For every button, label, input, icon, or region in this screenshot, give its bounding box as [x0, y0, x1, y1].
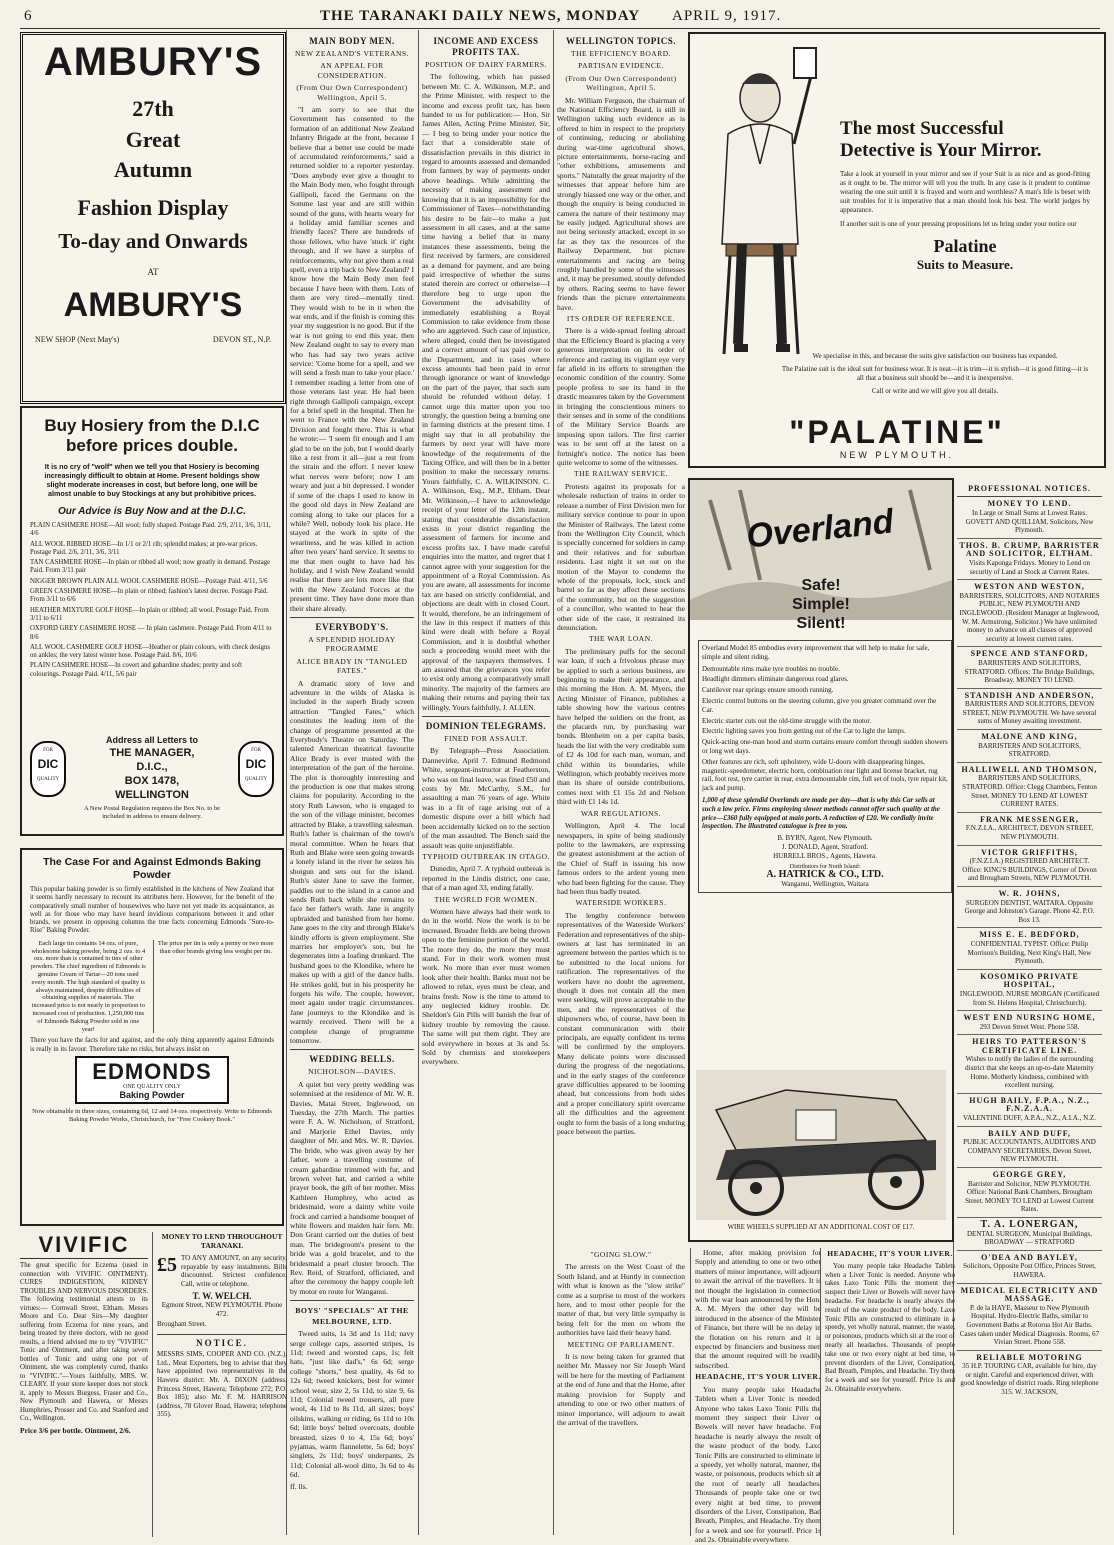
subhead: NICHOLSON—DAVIES.	[308, 1067, 396, 1077]
overland-feature: Electric starter cuts out the old-time struggle with the motor.	[702, 716, 872, 725]
headline-main-body: MAIN BODY MEN.	[309, 36, 395, 46]
headline-income-tax: INCOME AND EXCESS PROFITS TAX.	[433, 36, 539, 57]
column-headache-continued	[820, 1248, 955, 1536]
edmonds-brand-sub2: Baking Powder	[119, 1089, 185, 1100]
notice-name: FRANK MESSENGER,	[980, 814, 1079, 824]
notice-entry	[957, 1251, 1102, 1284]
ambury-line: Great	[125, 127, 181, 152]
subhead: TYPHOID OUTBREAK IN OTAGO.	[422, 851, 550, 861]
notice-name: HUGH BAILY, F.P.A., N.Z., F.N.Z.A.A.	[969, 1095, 1090, 1114]
ambury-line: Fashion Display	[77, 195, 229, 220]
palatine-brand-sub: Suits to Measure.	[916, 257, 1014, 272]
notice-name: O'DEA AND BAYLEY,	[981, 1252, 1078, 1262]
ambury-line: To-day and Onwards	[58, 229, 248, 253]
overland-feature: Demountable rims make tyre troubles no trouble.	[702, 664, 840, 673]
overland-feature: Other features are rich, soft upholstery, wide U-doors with disappearing hinges, magnetic-speedometer, electric horn, combination rear light and license bracket, rug rail, foot rest, tyre carrier in rear, extra demountable rim, full set of tools, tyre repair kit, jack and pump.	[702, 757, 948, 793]
article-body: A dramatic story of love and adventure in the wilds of Alaska is included in the superb Brady screen attraction "Tangled Fates," which constitutes the leading item of the change of programme presented at the Everybody's Theatre on Saturday. The talented American theatrical favourite Alice Brady is ever trusted with the interpretation of the part of the heroine. The plot is thoroughly interesting and the production is one that makes strong claims for popularity. According to the story Ruth Lawson, who is engaged to the son of the village minister, becomes attracted by Blake, a travelling salesman. Ruth's father is chairman of the town's moral committee. When he hears that Ruth and Blake were seen going towards a lonely island in the river he seizes his shotgun and sets out for the island. Ruth's sister Jane to save the former, paddles out to the island in a canoe and sends Ruth back while she remains to face her father's wrath. Jane is angrily upbraided and banished from her home. Jane goes to the city and through Blake's kindly efforts is given employment. She marries her employer's son, but he degenerates into a loafing drunkard. The husband goes to the Klondike, where he makes up with a girl of the dance halls. He strikes gold, but in his prosperity he forgets his wife. The couple, however, meet again under tragic circumstances. Jane journeys to the Klondike and is warmly received. There will be a complete change of programme tomorrow.	[290, 678, 414, 1046]
newspaper-title: THE TARANAKI DAILY NEWS, MONDAY	[320, 8, 641, 24]
dic-price-item: GREEN CASHMERE HOSE—In plain or ribbed; fashion's latest decree. Postage Paid. From 3/11 to 6/6	[30, 588, 268, 604]
palatine-body-4: The Palatine suit is the ideal suit for business wear. It is neat—it is trim—it is stylish—it is good fitting—it is all that a business suit should be—and it is inexpensive.	[781, 365, 1089, 382]
overland-logo: Overland	[744, 502, 896, 556]
dic-price-item: TAN CASHMERE HOSE—In plain or ribbed all wool; now greatly in demand. Postage Paid. From 3/11 pair	[30, 559, 271, 575]
notice-name: KOSOMIKO PRIVATE HOSPITAL,	[980, 971, 1079, 990]
man-at-mirror-illustration	[698, 44, 818, 374]
column-wellington-continued	[557, 1248, 685, 1536]
notice-entry	[957, 763, 1102, 813]
article-body: The arrests on the West Coast of the South Island, and at Huntly in connection with what is known as the "slow strike" come as a surprise to most of the workers here, and to most other people for the matter of that, but very little sympathy is being felt for the men on whom the authorities have laid their heavy hand.	[557, 1262, 685, 1338]
overland-company-towns: Wanganui, Wellington, Waitara	[781, 880, 869, 889]
notice-text: BARRISTERS AND SOLICITORS, DEVON STREET, NEW PLYMOUTH. We have several sums of Money awaiting investment.	[962, 700, 1097, 726]
palatine-town: NEW PLYMOUTH.	[839, 450, 955, 460]
article-body: Home, after making provision for Supply and attending to one or two other matters of minor importance, will adjourn to await the arrival of the travellers. It is not thought the legislation in connection with the war loan announced by the Hon. A. M. Myers the other day will be introduced in the absence of the Minister of Finance, but there will be no delay in the flotation on his return and it is expected by financiers and business men that the amount required will be readily subscribed.	[695, 1248, 821, 1370]
column-income-tax	[422, 32, 550, 1537]
welch-text: TO ANY AMOUNT, on any security, repayable by easy instalments. Bills discounted. Strictest confidence. Call, write or telephone.	[181, 1254, 287, 1288]
overland-tag-1: Safe!	[801, 577, 841, 594]
notice-text: SURGEON DENTIST, WAITARA. Opposite George and Johnston's Garage. Phone 42. P.O. Box 13.	[964, 898, 1095, 924]
subhead: THE RAILWAY SERVICE.	[574, 469, 668, 479]
postal-note: A New Postal Regulation requires the Box No. to be included in address to ensure delivery.	[83, 805, 221, 820]
notice-name: W. R. JOHNS,	[998, 888, 1061, 898]
issue-date: APRIL 9, 1917.	[672, 8, 782, 24]
dic-address	[72, 734, 232, 821]
notice-entry	[957, 1284, 1102, 1351]
ambury-name-footer: AMBURY'S	[63, 286, 243, 324]
article-body: The preliminary puffs for the second war loan, if such a frivolous phrase may be applied to such a serious business, are beginning to make their appearance, and this morning the Hon. A. M. Myers, the Acting Minister of Finance, publishes a table showing how the various centres have helped the soldiers on the front, as the placards run, by purchasing war bonds. Blenheim on a per capita basis, heads the list with the very creditable sum of £2 4s 10d for each man, woman, and child within its boundaries, while Wellington, which probably receives more than its share of outside contributions, comes next with £1 15s 2d and Nelson third with £1 14s 1d.	[557, 646, 685, 807]
edmonds-brand-sub: ONE QUALITY ONLY	[123, 1083, 181, 1090]
address-line: D.I.C.,	[136, 761, 168, 773]
edmonds-title: The Case For and Against Edmonds Baking Powder	[43, 856, 261, 881]
edmonds-logo	[75, 1056, 229, 1104]
overland-price: 1,000 of these splendid Overlands are made per day—that is why this Car sells at such a low price. Firms employing slower methods cannot offer such quality at the price—£360 fully equipped at main ports. A reduction of £20. We cordially invite inspection. The illustrated catalogue is free to you.	[702, 795, 940, 831]
subhead: THE WORLD FOR WOMEN.	[434, 894, 538, 904]
notice-name: MONEY TO LEND.	[987, 499, 1072, 509]
notice-entry	[957, 1035, 1102, 1094]
overland-feature: Electric lighting saves you from getting out of the Car to light the lamps.	[702, 727, 906, 736]
article-body: It is now being taken for granted that neither Mr. Massey nor Sir Joseph Ward will be here for the meeting of Parliament at the end of June and that the Home, after making provision for Supply and attending to one or two other matters of minor importance, will adjourn to await the arrival of the travellers.	[557, 1352, 685, 1427]
dic-price-item: PLAIN CASHMERE HOSE—In covert and gabardine shades; pretty and soft colourings. Postage Paid. 4/11, 5/6 pair	[30, 662, 242, 678]
subhead: THE WAR LOAN.	[588, 634, 654, 644]
headline-dominion-telegrams: DOMINION TELEGRAMS.	[425, 721, 547, 732]
dic-price-item: OXFORD GREY CASHMERE HOSE — In plain cashmere. Postage Paid. From 4/11 to 8/6	[30, 625, 272, 641]
masthead	[20, 6, 1100, 29]
edmonds-advert	[20, 848, 284, 1226]
overland-feature: Headlight dimmers eliminate dangerous road glares.	[702, 675, 849, 684]
professional-notices	[957, 484, 1102, 1536]
dic-price-item: ALL WOOL RIBBED HOSE—In 1/1 or 2/1 rib; splendid makes; at pre-war prices. Postage Paid. 2/6, 2/11, 3/6, 3/11	[30, 540, 258, 556]
article-body: The following, which has passed between Mr. C. A. Wilkinson, M.P., and the Prime Minister, with respect to the income and excess profit tax, has been handed to us for publication:— Hon. Sir James Allen, Acting Prime Minister. Sir,— I beg to bring under your notice the fact that a considerable state of dissatisfaction prevails in this district in regard to amounts assessed and demanded from farmers by way of payments under above headings. While admitting the necessity of making assessment and knowing that it is an impossibility for the Commissioner of Taxes—notwithstanding his desire to be fair—to make a just assessment in all cases, and at the same time having a belief that in many instances these assessments, being the first received by farmers, are considered as a demand for payment, and are being paid irrespective of whether the sums stated therein are correct or otherwise—I therefore beg to urge upon the Government the advisability of immediately establishing a Royal Commission to take evidence from those who are aggrieved. Such case of injustice, where alleged, could then be investigated and a correct amount of tax paid over to the Department, and in cases where excess amounts had been paid in error through ignorance or want of knowledge on the part of the payer, that such sum should be refunded without delay. I cannot urge this matter upon you too strongly, the question being a burning one in farming districts at the present time. I might say that in all probability the farmers by next year will have more knowledge of the requirements of the Taxing Office, and will then be in a better position to make the necessary returns. Yours faithfully, C. A. WILKINSON. C. A. Wilkinson, Esq., M.P., Eltham. Dear Mr. Wilkinson,—I have to acknowledge receipt of your letter of the 12th instant, stating that considerable dissatisfaction exists in your district regarding the assessment of farmers for income and excess profits tax. I have made careful enquiries into the matter, and regret that I cannot agree with your suggestion for the appointment of a Royal Commission. As you are aware, all assessments for income tax are based on strictly confidential, and objections are dealt with in closed Court. It would, therefore, be an infringement of the law in this respect if matters of this kind were dealt with before a Royal Commission, and it is doubtful whether such a proceeding would meet with the approval of the taxpayers themselves. I am assured that the grievances you refer to exist only among a comparatively small minority. The majority of the farmers are making their returns and paying their tax willingly. Yours faithfully, J. ALLEN.	[422, 72, 550, 712]
headline-wedding: WEDDING BELLS.	[309, 1054, 395, 1065]
notice-text: PUBLIC ACCOUNTANTS, AUDITORS AND COMPANY SECRETARIES, Devon Street, NEW PLYMOUTH.	[963, 1138, 1096, 1164]
welch-street: Brougham Street.	[157, 1320, 207, 1329]
notice-entry	[957, 887, 1102, 928]
headline-headache-repeat: HEADACHE, IT'S YOUR LIVER.	[827, 1249, 953, 1258]
palatine-brand: Palatine	[933, 236, 997, 256]
article-body: Women have always had their work to do in the world. Now the work is to be increased. Broader fields are being thrown open to the feminine portion of the world. The more they do, the more they must stand. For in their work women must work. No more than ever must women look after their health. Banks must not be allowed to relax, eyes must be clear, and brains fresh. Now is the time to attend to any neglected kidney trouble. Dr. Sheldon's Gin Pills will banish the fear of kidney trouble by removing the cause. The same will put them right. They are sold everywhere in boxes at 3s and 5s. Sold by chemists and storekeepers everywhere.	[422, 906, 550, 1067]
address-line: BOX 1478,	[124, 775, 180, 787]
welch-title: MONEY TO LEND THROUGHOUT TARANAKI.	[161, 1232, 283, 1250]
notice-name: RELIABLE MOTORING	[976, 1352, 1083, 1362]
overland-lead: Overland Model 85 embodies every improvement that will help to make for safe, simple and silent riding.	[702, 644, 930, 661]
notice-text: 293 Devon Street West. Phone 558.	[979, 1022, 1080, 1031]
article-body: The lengthy conference between representatives of the Waterside Workers' Federation and representatives of the ship-owners at last has terminated in an agreement between the parties which is to be submitted to the local unions for ratification. The representatives of the workers have no doubt the agreement, though it does not contain all the men were seeking, will prove acceptable to the men, and the representatives of the shipowners who, of course, have been in constant communication with their principals, are equally confident its terms will be confirmed by the employers. Many delicate points were discussed during the progress of the negotiations, and in the early stages of the conference grave difficulties appeared to be looming ahead, but concessions from both sides and a proper conciliatory spirit overcame all the difficulties and the agreement ought to form the basis of a long enduring peace between the parties.	[557, 910, 685, 1137]
notice-entry	[957, 647, 1102, 688]
dic-price-list	[30, 522, 274, 679]
ambury-street: DEVON ST., N.P.	[212, 335, 271, 344]
notice-title: NOTICE.	[196, 1337, 248, 1348]
overland-caption: WIRE WHEELS SUPPLIED AT AN ADDITIONAL COST OF £17.	[727, 1224, 915, 1231]
edmonds-closing: There you have the facts for and against, and the only thing apparently against Edmonds is really in its favour. Therefore take no risks, but always insist on	[30, 1037, 274, 1053]
overland-distributors: Distributors for North Island:	[789, 863, 861, 870]
notice-entry	[957, 1351, 1102, 1400]
notice-name: MEDICAL ELECTRICITY AND MASSAGE.	[960, 1285, 1099, 1304]
subhead: MEETING OF PARLIAMENT.	[567, 1339, 675, 1349]
page-number: 6	[24, 8, 33, 24]
notice-text: VALENTINE DUFF, A.P.A., N.Z., A.I.A., N.Z.	[963, 1114, 1096, 1123]
overland-tag-3: Silent!	[796, 615, 846, 632]
column-rule	[418, 30, 419, 1535]
article-body: Dunedin, April 7. A typhoid outbreak is reported in the Lindis district, one case, that of a man aged 33, ending fatally.	[422, 864, 550, 893]
edmonds-against-column: The price per tin is only a penny or two more than other brands giving less weight per tin.	[153, 940, 275, 1034]
notice-entry	[957, 813, 1102, 846]
column-headache	[690, 1248, 821, 1545]
seal-logo-text: DIC	[245, 757, 267, 771]
column-rule	[553, 30, 554, 1535]
headline-headache: HEADACHE, IT'S YOUR LIVER.	[695, 1372, 821, 1382]
article-body: There is a wide-spread feeling abroad that the Efficiency Board is placing a very generous interpretation on its order of reference and casting its vigilant eye very far afield in its efforts to strengthen the economic condition of the country. Some people profess to see its hand in the drastic measures taken by the Government in bringing the conscientious miners to their senses and in some of the conditions of the Military Service Boards are imposing upon tailors. The first carrier was to be sent off at the latest on a fortnight's notice. The notice has been quite welcome to some of the witnesses.	[557, 326, 685, 468]
edmonds-footer: Now obtainable in three sizes, containing 6d, 12 and 14 ozs. respectively. Write to Edmonds Baking Powder Works, Christchurch, for "Free Cookery Book."	[32, 1107, 272, 1123]
edmonds-for-column: Each large tin contains 14 ozs. of pure, wholesome baking powder, being 2 ozs. to 4 ozs. more than is contained in tins of other powders. The chief ingredient of Edmonds is genuine Cream of Tartar—20 tons used every month. The high standard of quality is always maintained, despite difficulties of obtaining supplies of materials. The increased price is not nearly in proportion to increased cost of production. 1,250,000 tins of Edmonds Baking Powder sold in one year!	[30, 939, 146, 1033]
notice-text: INGLEWOOD. NURSE MORGAN (Certificated from St. Helens Hospital, Christchurch).	[959, 989, 1100, 1007]
notice-name: VICTOR GRIFFITHS,	[981, 847, 1078, 857]
seal-top-text: FOR	[251, 748, 261, 753]
notice-name: WESTON AND WESTON,	[974, 582, 1085, 592]
notice-text: In Large or Small Sums at Lowest Rates. GOVETT AND QUILLIAM, Solicitors, New Plymouth.	[965, 509, 1094, 535]
notice-name: WEST END NURSING HOME,	[963, 1013, 1096, 1023]
column-main-body	[290, 32, 414, 1537]
overland-feature: Cantilever rear springs ensure smooth running.	[702, 686, 834, 695]
notice-text: P. de la HAYE, Masseur to New Plymouth Hospital. Hydro-Electric Baths, similar to Government Baths at Rotorua Hot Air Baths. Cases taken under Medical Diagnosis. Rooms, 67 Vivian Street. Phone 558.	[959, 1303, 1100, 1347]
headline-everybodys: EVERYBODY'S.	[315, 621, 389, 632]
dic-advice: Our Advice is Buy Now and at the D.I.C.	[58, 506, 246, 517]
subhead: WAR REGULATIONS.	[580, 808, 662, 818]
notice-text: Wishes to notify the ladies of the surrounding district that she keeps an up-to-date Maternity Home. Motherly kindness, combined with excellent nursing.	[965, 1055, 1094, 1090]
edmonds-body: This popular baking powder is so firmly established in the kitchens of New Zealand that it seems hardly necessary to recount its attributes here. However, for the benefit of the comparatively small number of housewives who have not yet made its acquaintance, as well as for those who may have heard invidious comparisons between it and other brands, we present in opposing columns the true facts concerning Edmonds "Sure-to-Rise" Baking Powder.	[30, 886, 274, 935]
ambury-line: 27th	[132, 96, 174, 121]
notice-entry	[957, 1094, 1102, 1127]
dic-price-item: PLAIN CASHMERE HOSE—All wool; fully shaped. Postage Paid. 2/9, 2/11, 3/6, 3/11, 4/6	[30, 522, 271, 538]
palatine-body: Take a look at yourself in your mirror and see if your Suit is as nice and as good-fitting as it ought to be. The mirror will tell you the truth. In any case is it prudent to continue wearing the one suit until it is frayed and worn and worthless? A man's life is beset with suit troubles for it is imperative that a man should look his best. The world judges by appearance.	[840, 170, 1090, 214]
notice-text: BARRISTERS AND SOLICITORS, STRATFORD. Offices: The Bridge Buildings, Broadway. MONEY TO LEND.	[964, 658, 1095, 685]
vivific-price: Price 3/6 per bottle. Ointment, 2/6.	[20, 1425, 131, 1435]
overland-feature: Quick-acting one-man hood and storm curtains ensure comfort through sudden showers or long wet days.	[702, 738, 948, 755]
notice-name: HALLIWELL AND THOMSON,	[961, 764, 1098, 774]
address-line: Address all Letters to	[105, 735, 199, 745]
overland-agent: B. BYRN, Agent, New Plymouth.	[777, 834, 873, 843]
welch-amount: £5	[157, 1254, 177, 1276]
notice-text: (F.N.Z.I.A.) REGISTERED ARCHITECT. Office: KING'S BUILDINGS, Corner of Devon and Brougham Streets, NEW PLYMOUTH.	[962, 857, 1097, 883]
notice-entry	[957, 539, 1102, 580]
notice-text: 35 H.P. TOURING CAR, available for hire, day or night. Careful and experienced driver, with good knowledge of district roads. Ring telephone 315. W. JACKSON,	[960, 1362, 1099, 1397]
subhead: POSITION OF DAIRY FARMERS.	[425, 60, 547, 69]
article-body: You many people take Headache Tablets when a Liver Tonic is needed. Anyone who takes Laxo Tonic Pills the moment they suspect their Liver or Bowels will never have headache. For headache is nearly always the result of the waste product of the body. Laxo Tonic Pills are constructed to eliminate in a speedy, yet wholly natural, manner, the waste, or poisonous, products which sit at the root of nearly all headaches. Thousands of people take one or two every night at bed time, to prevent disorders of the Liver, Constipation, Bad Breath, Pimples, and Headache. Try them for a week and see for yourself. Price 1s and 2s. Obtainable everywhere.	[695, 1384, 821, 1545]
notice-entry	[957, 1011, 1102, 1035]
ambury-advert	[20, 32, 286, 404]
dic-seal-right	[238, 741, 274, 797]
article-body: Wellington, April 4. The local newspapers, in spite of being studiously polite to the lawmakers, are expressing the greatest astonishment at the action of the Chief of Staff in issuing his now famous orders to the ardent young men who had been fighting for the cause. They had been thus badly treated.	[557, 821, 685, 896]
dic-advert	[20, 406, 284, 836]
notice-name: MISS E. E. BEDFORD,	[979, 930, 1080, 940]
subhead: FINED FOR ASSAULT.	[444, 734, 528, 744]
column-footer: ff. lls.	[290, 1481, 308, 1491]
palatine-body-5: Call or write and we will give you all details.	[871, 387, 999, 395]
notice-text: Barrister and Solicitor, NEW PLYMOUTH. Office: National Bank Chambers, Brougham Street. MONEY TO LEND at Lowest Current Rates.	[965, 1179, 1094, 1214]
subhead: AN APPEAL FOR CONSIDERATION.	[317, 61, 387, 80]
notice-entry	[957, 689, 1102, 730]
overland-company: A. HATRICK & CO., LTD.	[766, 869, 884, 881]
overland-feature: Electric control buttons on the steering column, give you greater command over the Car.	[702, 696, 937, 714]
notice-name: BAILY AND DUFF,	[988, 1128, 1071, 1138]
subhead: "GOING SLOW."	[590, 1250, 652, 1259]
seal-logo-text: DIC	[37, 757, 59, 771]
vivific-text: The great specific for Eczema (used in connection with VIVIFIC OINTMENT). CURES INDIGESTION, KIDNEY TROUBLES AND NERVOUS DISORDERS. The following testimonial attests to its virtues:— Cornwall Street, Eltham. Messrs Moore and Co. Dear Sirs—My daughter suffering from Eczema for nine years, and being treated by three doctors, with no good results, a friend advised me to try "VIVIFIC" Tonic and Ointment, and after taking seven bottles of Tonic and using one pot of Ointment, she was completely cured, thanks to "VIVIFIC."—Yours faithfully, MRS. W. CLEARY. If your store keeper does not stock it, apply to Messrs Burgess, Fraser and Co., New Plymouth and Hawera, or Messrs Humphries, Prosser and Co. and Stanford and Co., Wellington.	[20, 1262, 148, 1422]
dic-seal-left	[30, 741, 66, 797]
seal-top-text: FOR	[43, 748, 53, 753]
palatine-advert	[688, 32, 1106, 468]
ambury-name: AMBURY'S	[43, 40, 263, 84]
notice-text: BARRISTERS, SOLICITORS, AND NOTARIES PUBLIC, NEW PLYMOUTH AND INGLEWOOD. (Resident Manager at Inglewood, W. M. Armstrong, Solicitor.) We have unlimited money to advance on all classes of approved security at lowest current rates.	[959, 591, 1100, 643]
overland-car-illustration	[696, 1070, 946, 1220]
dic-price-item: ALL WOOL CASHMERE GOLF HOSE—Heather or plain colours, with check designs on ankles; the very latest winter hose. Postage Paid. 8/6, 10/6	[30, 643, 271, 660]
subhead: ITS ORDER OF REFERENCE.	[566, 313, 676, 323]
address-line: WELLINGTON	[115, 789, 189, 801]
notice-entry	[957, 730, 1102, 763]
dic-intro: It is no cry of "wolf" when we tell you that Hosiery is becoming increasingly difficult to obtain at Home. Present holdings show slight moderate increases in cost, but before long, one will be almost unable to buy Stockings at any but prohibitive prices.	[44, 462, 260, 498]
dic-price-item: HEATHER MIXTURE GOLF HOSE—In plain or ribbed; all wool. Postage Paid. From 3/11 to 6/11	[30, 606, 269, 622]
seal-bottom-text: QUALITY	[36, 777, 60, 782]
palatine-body-3: We specialise in this, and because the suits give satisfaction our business has expanded.	[812, 352, 1058, 360]
ambury-at: AT	[147, 267, 159, 277]
notice-text: F.N.Z.I.A., ARCHITECT, DEVON STREET, NEW PLYMOUTH.	[965, 824, 1094, 841]
dic-price-item: NIGGER BROWN PLAIN ALL WOOL CASHMERE HOSE—Postage Paid. 4/11, 5/6	[30, 577, 268, 585]
notice-name: GEORGE GREY,	[992, 1170, 1067, 1179]
overland-agent: HURRELL BROS., Agents, Hawera.	[773, 851, 877, 860]
overland-tag-2: Simple!	[792, 596, 850, 613]
vivific-title: VIVIFIC	[20, 1232, 148, 1259]
headline-wellington-topics: WELLINGTON TOPICS.	[565, 36, 677, 46]
article-body: Protests against its proposals for a wholesale reduction of trains in order to release a number of First Division men for military service continue to pour in upon the Minister of Railways. The latest come from the Wellington City Council, which is specially concerned for soldiers in camp and their relatives and for suburban residents. Last night it set out on the motion of the Mayor to condemn the whole of the proposals, lock, stock and barrel so far as they affect these sections of the community, but on the suggestion of a councillor, who wanted to hear the other side of the case, it restrained its denunciation.	[557, 481, 685, 632]
column-wellington-topics	[557, 32, 685, 1232]
dic-headline: Buy Hosiery from the D.I.C before prices double.	[44, 416, 260, 455]
headline-melbourne: BOYS' "SPECIALS" AT THE MELBOURNE, LTD.	[295, 1306, 409, 1327]
notice-entry	[957, 580, 1102, 647]
subhead: THE EFFICIENCY BOARD.	[570, 49, 672, 58]
notice-entry	[957, 1127, 1102, 1168]
notice-text: MESSRS SIMS, COOPER AND CO. (N.Z.), Ltd., Meat Exporters, beg to advise that they have appointed two representatives in the Hawera district: Mr. A. DIXON (address, Princess Street, Hawera; Telephone 272; P.O. Box 185); also Mr. F. M. HARRISON (address, 78 Glover Road, Hawera; telephone 355).	[157, 1350, 287, 1419]
notice-entry	[957, 928, 1102, 969]
notice-text: DENTAL SURGEON, Municipal Buildings, BROADWAY — STRATFORD	[967, 1229, 1092, 1247]
notice-entry	[957, 970, 1102, 1011]
article-body: Mr. William Ferguson, the chairman of the National Efficiency Board, is still in Wellington taking such evidence as is offered to him in respect to the propriety of continuing, reducing or abolishing during war-time agricultural shows, picture entertainments, horse-racing and "other exhibitions, amusements and sports." Naturally the great majority of the witnesses that appear before him are strongly biassed one way or the other, and though the enquiry is being conducted in camera the nature of their testimony may be easily judged. Agricultural shows are not being seriously attacked, except in so far as they tax the resources of the Railway Department, but picture entertainments and racing are being roughly handled by some of the witnesses and, it may be presumed, stoutly defended by others. Racing seems to have fewer friends than the picture entertainments have.	[557, 95, 685, 312]
welch-name: T. W. WELCH.	[192, 1291, 252, 1301]
article-body: A quiet but very pretty wedding was solemnised at the residence of Mr. W. R. Davies, Matai Street, Inglewood, on Tuesday, the 27th March. The parties were F. A. W. Nicholson, of Stratford, and Marjorie Ethel Davies, only daughter of Mr. and Mrs. W. R. Davies. The bride, who was given away by her father, wore a travelling costume of cream gabardine trimmed with fur, and brown velvet hat, and carried a white prayer book, the gift of her mother. Miss Kathleen Humphrey, who acted as bridesmaid, wore a dainty white voile frock and carried a handsome bouquet of white flowers and maiden hair fern. Mr. Don Grant carried out the duties of best man. The bridegroom's present to the bride was a gold bracelet, and to the bridesmaid a pearl cluster brooch. The Rev. Reid, of Stratford, officiated, and after the ceremony the happy couple left by motor en route for Wanganui.	[290, 1079, 414, 1296]
edmonds-brand: EDMONDS	[92, 1058, 212, 1084]
palatine-body-2: If another suit is one of your pressing propositions let us bring under your notice our	[840, 220, 1077, 228]
ambury-line: Autumn	[113, 157, 193, 182]
notice-entry	[957, 497, 1102, 538]
article-body: Tweed suits, 1s 3d and 1s 11d; navy serge college caps, assorted stripes, 1s 11d; tweed and worsted caps, 1s; felt hats, "just like dad's," 6s 6d; serge college "shorts," best quality, 4s 6d to 12s 6d; tweed knickers, best for winter school wear, size 2, 5s 11d, to size 9, 6s 11d; Colonial tweed trousers, all pure wool, 4s 11d to 8s 11d, all sizes; boys' oilskins, walking or riding, 6s 11d to 10s 6d; little boys' belted overcoats, double breasted, sizes 0 to 4, 15s 6d; boys' pyjamas, warm flannelette, 5s 6d; boys' singlets, 2s 11d; boys' underpants, 2s 11d; Colonial all-wool ditto, 3s 6d to 4s 6d.	[290, 1329, 414, 1480]
article-body: You many people take Headache Tablets when a Liver Tonic is needed. Anyone who takes Laxo Tonic Pills the moment they suspect their Liver or Bowels will never have headache. For headache is nearly always the result of the waste product of the body. Laxo Tonic Pills are constructed to eliminate in a speedy, yet wholly natural, manner, the waste, or poisonous, products which sit at the root of nearly all headaches. Thousands of people take one or two every night at bed time, to prevent disorders of the Liver, Constipation, Bad Breath, Pimples, and Headache. Try them for a week and see for yourself. Price 1s and 2s. Obtainable everywhere.	[825, 1261, 955, 1393]
notice-name: THOS. B. CRUMP, BARRISTER AND SOLICITOR, ELTHAM.	[959, 540, 1100, 559]
notice-name: MALONE AND KING,	[981, 732, 1078, 742]
vivific-advert	[20, 1232, 148, 1537]
subhead: PARTISAN EVIDENCE.	[578, 61, 664, 71]
notice-entry	[957, 1168, 1102, 1218]
subhead: WATERSIDE WORKERS.	[575, 898, 667, 908]
notice-text: Visits Kaponga Fridays. Money to Lend on security of Land at Stock at Current Rates.	[968, 558, 1091, 576]
notice-name: SPENCE AND STANFORD,	[970, 649, 1089, 659]
article-body: By Telegraph—Press Association. Dannevirke, April 7. Edmund Redmond White, sergeant-instructor at Featherston, who was on final leave, was fined £50 and costs by Mr. McCarthy, S.M., for assaulting a man 76 years of age. White was in a fit of rage arising out of a domestic dispute over a bill which had been accidentally kicked on to the section of the man assaulted. The Bench said the assault was quite unjustifiable.	[422, 746, 550, 850]
notice-entry	[957, 1218, 1102, 1251]
notice-name: T. A. LONERGAN,	[980, 1218, 1079, 1230]
palatine-logo: "PALATINE"	[789, 414, 1005, 450]
overland-advert	[688, 478, 954, 1242]
notice-name: STANDISH AND ANDERSON,	[964, 690, 1095, 700]
dateline: (From Our Own Correspondent) Wellington, April 5.	[565, 73, 677, 93]
palatine-headline-2: Detective is Your Mirror.	[840, 140, 1042, 161]
notice-name: HEIRS TO PATTERSON'S CERTIFICATE LINE.	[972, 1037, 1087, 1055]
overland-agent: J. DONALD, Agent, Stratford.	[781, 842, 869, 851]
notice-text: CONFIDENTIAL TYPIST. Office: Philip Morrison's Building, Next King's Hall, New Plymouth.	[967, 939, 1092, 966]
subhead: A SPLENDID HOLIDAY PROGRAMME	[308, 634, 396, 654]
palatine-headline-1: The most Successful	[840, 118, 1004, 139]
professional-notices-title: PROFESSIONAL NOTICES.	[957, 484, 1102, 497]
notice-text: Solicitors, Opposite Post Office, Princes Street, HAWERA.	[963, 1262, 1096, 1279]
overland-copy	[698, 640, 952, 893]
notice-text: BARRISTERS AND SOLICITORS, STRATFORD. Office: Clegg Chambers, Fenton Street. MONEY TO LEND AT LOWEST CURRENT RATES.	[962, 774, 1097, 809]
subhead: ALICE BRADY IN "TANGLED FATES."	[296, 656, 408, 676]
subhead: NEW ZEALAND'S VETERANS.	[294, 49, 410, 58]
welch-advert	[152, 1232, 287, 1537]
seal-bottom-text: QUALITY	[244, 777, 268, 782]
welch-address: Egmont Street, NEW PLYMOUTH. Phone 472.	[161, 1301, 283, 1318]
dateline: (From Our Own Correspondent) Wellington, April 5.	[296, 83, 408, 102]
address-line: THE MANAGER,	[109, 747, 195, 759]
article-body: "I am sorry to see that the Government has consented to the formation of an additional New Zealand Infantry Brigade at the front, because I believe that a better use could be made of accumulated reinforcements," said a returned soldier to a reporter yesterday. "Does anybody ever give a thought to the Main Body men, who fought through Gallipoli, faced the Germans on the Somme last year and are still within sound of the guns, with hearts weary for a holiday amid familiar scenes and friendly faces? There are hundreds of those fellows, who have 'stuck it' right through, and if we have a surplus of reinforcements, why not give them a real spell, even a trip back to New Zealand? I know how the Main Body men feel because I have been with them. Lots of them are very tired—mentally tired. They would wish to be in it when the war ends, and if the finish is coming this year my suggestion is no good. But if the war is not going to end this year, then New Zealand ought to say to every man who has had say two years active service: 'Come home for a spell, and we will send a fresh man to take your place.' I remember reading a letter from one of those veterans last year. He had been right through Gallipoli campaign, except for a brief spell in the hospital. Then he went to France with the New Zealand Division and fought there. This is what he wrote:— 'I seem fit enough and I am glad to be on the job, but I would dearly like a rest from it all—just a rest from the strain and the effort. I never knew what nerves were before; now I am weary and just a bit depressed. I wonder if some of the chaps I used to know in the good old days in New Zealand are coming along to take our places for a while? Well, nobody look his place. He stayed at the work in spite of the weariness, and he was killed in action after two years' hard service. It seems to me that men ought to have had his holiday, and I wish New Zealand would realise that there are lots more like that with the New Zealand Forces at the present time. They have done more than their share already.	[290, 105, 414, 613]
notice-entry	[957, 846, 1102, 887]
notice-text: BARRISTERS AND SOLICITORS, STRATFORD.	[978, 741, 1081, 759]
ambury-shop: NEW SHOP (Next May's)	[35, 335, 120, 344]
